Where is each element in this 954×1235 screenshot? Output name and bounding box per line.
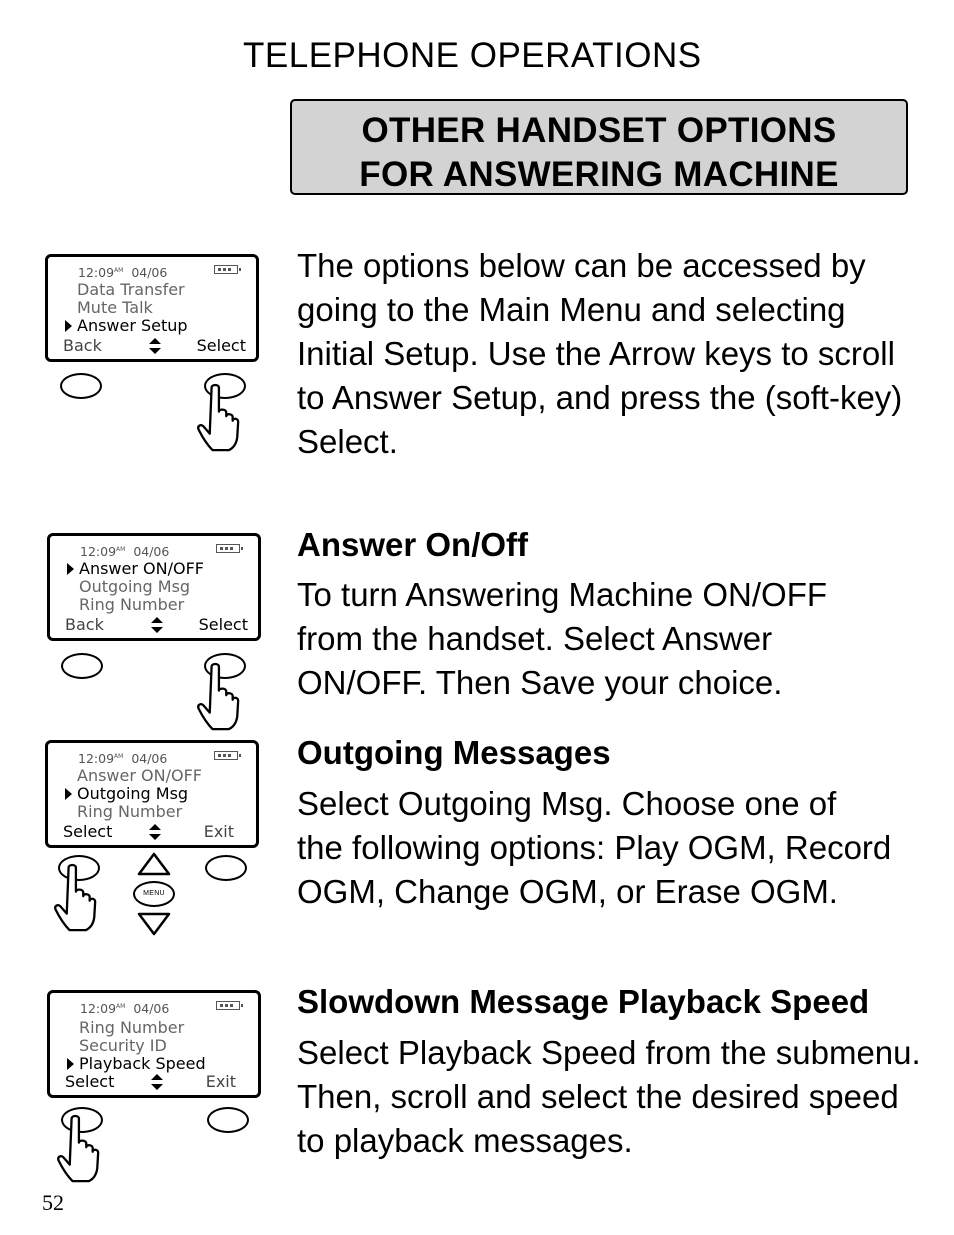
left-softkey-label: Back — [63, 336, 102, 355]
text-line: going to the Main Menu and selecting — [297, 291, 846, 328]
pointing-hand-icon — [56, 1113, 100, 1185]
menu-item: Ring Number — [79, 1018, 185, 1037]
time: 12:09 — [78, 265, 115, 280]
selection-arrow-icon — [67, 1058, 74, 1070]
text-line: To turn Answering Machine ON/OFF — [297, 576, 828, 613]
battery-icon — [214, 265, 238, 274]
status-bar — [78, 751, 167, 766]
right-softkey-label: Exit — [203, 822, 234, 841]
left-softkey-label: Select — [65, 1072, 115, 1091]
answer-on-off-text — [297, 573, 827, 705]
battery-icon — [214, 751, 238, 760]
up-down-arrow-icon — [150, 1072, 164, 1092]
text-line: Select Playback Speed from the submenu. — [297, 1034, 921, 1071]
selection-arrow-icon — [65, 788, 72, 800]
battery-icon — [216, 1001, 240, 1010]
date: 04/06 — [133, 1001, 170, 1016]
text-line: Initial Setup. Use the Arrow keys to scroll — [297, 335, 895, 372]
text-line: ON/OFF. Then Save your choice. — [297, 664, 783, 701]
left-softkey-button[interactable] — [60, 373, 102, 399]
right-softkey-button[interactable] — [207, 1107, 249, 1133]
up-down-arrow-icon — [148, 336, 162, 356]
right-softkey-label: Exit — [205, 1072, 236, 1091]
text-line: Select. — [297, 423, 398, 460]
menu-item: Data Transfer — [77, 280, 185, 299]
battery-icon — [216, 544, 240, 553]
ampm: AM — [116, 545, 126, 553]
menu-item: Ring Number — [77, 802, 183, 821]
page-number: 52 — [42, 1190, 64, 1215]
handset-screen-4 — [47, 990, 261, 1098]
date: 04/06 — [131, 265, 168, 280]
menu-button[interactable]: MENU — [133, 881, 175, 907]
handset-screen-3 — [45, 740, 259, 848]
menu-item: Answer ON/OFF — [77, 766, 202, 785]
pointing-hand-icon — [53, 862, 97, 934]
left-softkey-label: Back — [65, 615, 104, 634]
date: 04/06 — [131, 751, 168, 766]
heading-playback-speed: Slowdown Message Playback Speed — [297, 983, 870, 1020]
handset-screen-1 — [45, 254, 259, 362]
selection-arrow-icon — [65, 320, 72, 332]
text-line: from the handset. Select Answer — [297, 620, 773, 657]
ampm: AM — [114, 752, 124, 760]
right-softkey-label: Select — [198, 615, 248, 634]
text-line: Then, scroll and select the desired speed — [297, 1078, 899, 1115]
status-bar — [80, 1001, 169, 1016]
menu-item: Security ID — [79, 1036, 167, 1055]
menu-item: Ring Number — [79, 595, 185, 614]
outgoing-messages-text — [297, 782, 891, 914]
text-line: Select Outgoing Msg. Choose one of — [297, 785, 837, 822]
text-line: OGM, Change OGM, or Erase OGM. — [297, 873, 838, 910]
menu-item-selected: Outgoing Msg — [77, 784, 189, 803]
left-softkey-label: Select — [63, 822, 113, 841]
status-bar — [78, 265, 167, 280]
menu-item: Mute Talk — [77, 298, 153, 317]
pointing-hand-icon — [196, 382, 240, 454]
left-softkey-button[interactable] — [61, 653, 103, 679]
title-line-1: OTHER HANDSET OPTIONS — [361, 111, 837, 150]
text-line: to Answer Setup, and press the (soft-key) — [297, 379, 903, 416]
time: 12:09 — [80, 544, 117, 559]
title-line-2: FOR ANSWERING MACHINE — [359, 155, 839, 194]
playback-speed-text — [297, 1031, 921, 1163]
pointing-hand-icon — [196, 661, 240, 733]
right-softkey-label: Select — [196, 336, 246, 355]
ampm: AM — [116, 1002, 126, 1010]
right-softkey-button[interactable] — [205, 855, 247, 881]
ampm: AM — [114, 266, 124, 274]
text-line: the following options: Play OGM, Record — [297, 829, 892, 866]
nav-up-arrow-icon[interactable] — [136, 851, 172, 877]
status-bar — [80, 544, 169, 559]
time: 12:09 — [80, 1001, 117, 1016]
menu-item-selected: Answer Setup — [77, 316, 188, 335]
menu-item: Outgoing Msg — [79, 577, 191, 596]
selection-arrow-icon — [67, 563, 74, 575]
text-line: The options below can be accessed by — [297, 247, 866, 284]
section-title-box — [290, 99, 908, 195]
date: 04/06 — [133, 544, 170, 559]
heading-outgoing-messages: Outgoing Messages — [297, 734, 611, 771]
nav-down-arrow-icon[interactable] — [136, 911, 172, 937]
time: 12:09 — [78, 751, 115, 766]
menu-item-selected: Playback Speed — [79, 1054, 206, 1073]
menu-item-selected: Answer ON/OFF — [79, 559, 204, 578]
intro-paragraph — [297, 244, 902, 464]
page-header: TELEPHONE OPERATIONS — [243, 36, 702, 75]
up-down-arrow-icon — [148, 822, 162, 842]
text-line: to playback messages. — [297, 1122, 633, 1159]
up-down-arrow-icon — [150, 615, 164, 635]
heading-answer-on-off: Answer On/Off — [297, 526, 529, 563]
handset-screen-2 — [47, 533, 261, 641]
